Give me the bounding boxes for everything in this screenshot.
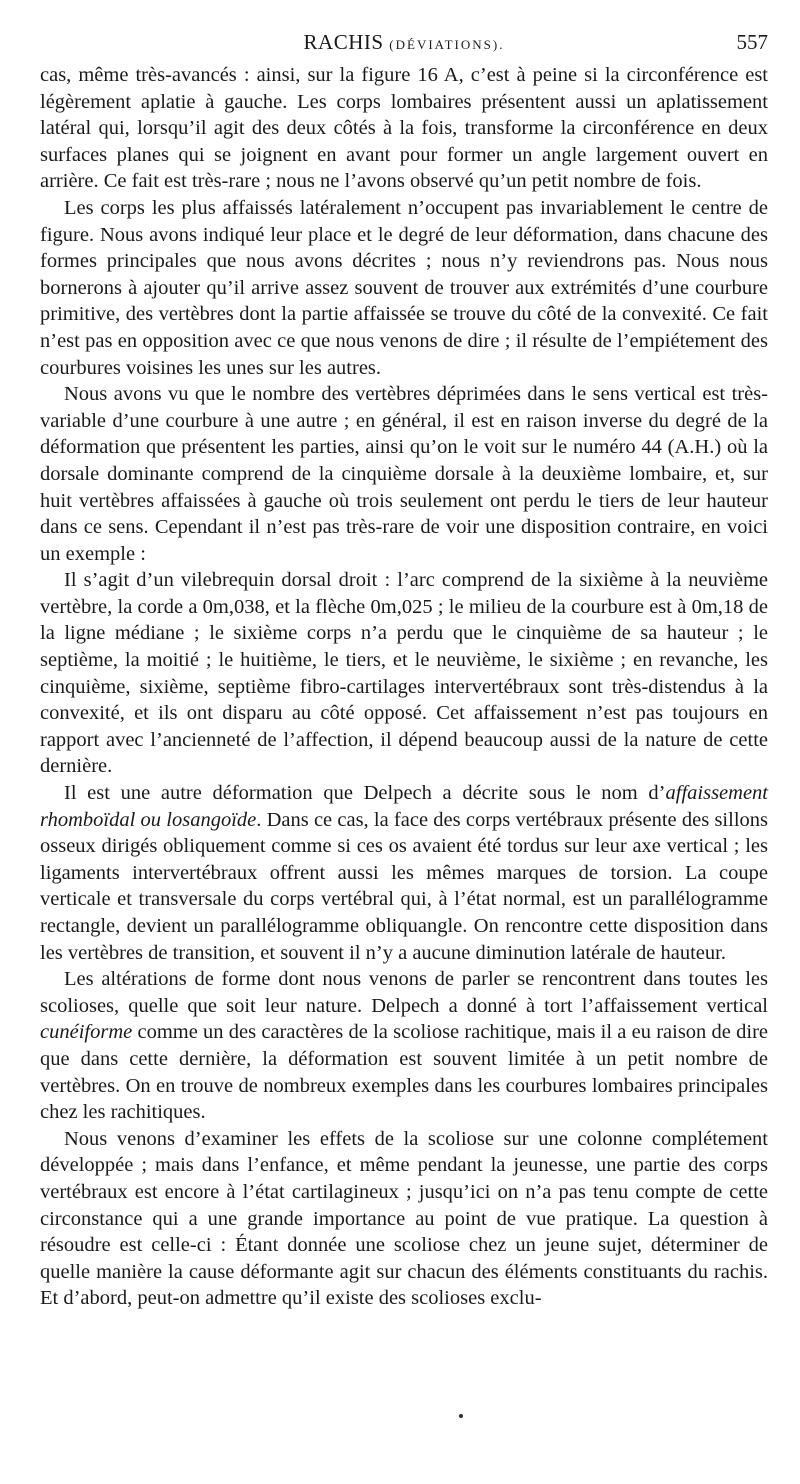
paragraph-6-text-a: Les altérations de forme dont nous venons de parler se rencontrent dans toutes les scolioses, quelle que soit leur nature. Delpech a donné à tort l’affaissement vertical [40, 968, 768, 1017]
body-text [40, 62, 768, 1312]
print-mark-dot [459, 1414, 463, 1418]
paragraph-6-text-b: comme un des caractères de la scoliose rachitique, mais il a eu raison de dire que dans cette dernière, la déformation est souvent limitée à un petit nombre de vertèbres. On en trouve de nombreux exemples dans les courbures lombaires principales chez les rachitiques. [40, 1021, 768, 1124]
paragraph-4: Il s’agit d’un vilebrequin dorsal droit : l’arc comprend de la sixième à la neuvième vertèbre, la corde a 0m,038, et la flèche 0m,025 ; le milieu de la courbure est à 0m,18 de la ligne médiane ; le sixième corps n’a perdu que le cinquième de sa hauteur ; le septième, la moitié ; le huitième, le tiers, et le neuvième, le sixième ; en revanche, les cinquième, sixième, septième fibro-cartilages intervertébraux sont très-distendus à la convexité, et ils ont disparu au côté opposé. Cet affaissement n’est pas toujours en rapport avec l’ancienneté de l’affection, il dépend beaucoup aussi de la nature de cette dernière. [40, 569, 768, 778]
page-number: 557 [736, 30, 768, 54]
header-title [40, 30, 768, 55]
paragraph-3: Nous avons vu que le nombre des vertèbres déprimées dans le sens vertical est très-variable d’une courbure à une autre ; en général, il est en raison inverse du degré de la déformation que présentent les parties, ainsi qu’on le voit sur le numéro 44 (A.H.) où la dorsale dominante comprend de la cinquième dorsale à la deuxième lombaire, et, sur huit vertèbres affaissées à gauche où trois seulement ont perdu le tiers de leur hauteur dans ce sens. Cependant il n’est pas très-rare de voir une disposition contraire, en voici un exemple : [40, 383, 768, 565]
paragraph-5 [40, 780, 768, 966]
paragraph-5-emphasis: affaissement rhomboïdal ou losangoïde [40, 782, 768, 831]
running-header [40, 30, 768, 58]
paragraph-7: Nous venons d’examiner les effets de la scoliose sur une colonne complétement développée ; mais dans l’enfance, et même pendant la jeunesse, une partie des corps vertébraux est encore à l’état cartilagineux ; jusqu’ici on n’a pas tenu compte de cette circonstance qui a une grande importance au point de vue pratique. La question à résoudre est celle-ci : Étant donnée une scoliose chez un jeune sujet, déterminer de quelle manière la cause déformante agit sur chacun des éléments constituants du rachis. Et d’abord, peut-on admettre qu’il existe des scolioses exclu- [40, 1127, 768, 1310]
header-title-main: RACHIS [303, 30, 384, 54]
header-subtitle: (DÉVIATIONS). [389, 37, 505, 52]
paragraph-5-text-a: Il est une autre déformation que Delpech a décrite sous le nom d’ [64, 782, 666, 805]
paragraph-1: cas, même très-avancés : ainsi, sur la figure 16 A, c’est à peine si la circonférence est légèrement aplatie à gauche. Les corps lombaires présentent aussi un aplatissement latéral qui, lorsqu’il agit des deux côtés à la fois, transforme la circonférence en deux surfaces planes qui se joignent en avant pour former un angle largement ouvert en arrière. Ce fait est très-rare ; nous ne l’avons observé qu’un petit nombre de fois. [40, 64, 768, 193]
paragraph-6-emphasis: cunéiforme [40, 1021, 133, 1044]
paragraph-5-text-b: . Dans ce cas, la face des corps vertébraux présente des sillons osseux dirigés obliquement comme si ces os avaient été tordus sur leur axe vertical ; les ligaments intervertébraux offrent aussi les mêmes marques de torsion. La coupe verticale et transversale du corps vertébral qui, à l’état normal, est un parallélogramme rectangle, devient un parallélogramme obliquangle. On rencontre cette disposition dans les vertèbres de transition, et souvent il n’y a aucune diminution latérale de hauteur. [40, 808, 768, 964]
paragraph-2: Les corps les plus affaissés latéralement n’occupent pas invariablement le centre de figure. Nous avons indiqué leur place et le degré de leur déformation, dans chacune des formes principales que nous avons décrites ; nous n’y reviendrons pas. Nous nous bornerons à ajouter qu’il arrive assez souvent de trouver aux extrémités d’une courbure primitive, des vertèbres dont la partie affaissée se trouve du côté de la convexité. Ce fait n’est pas en opposition avec ce que nous venons de dire ; il résulte de l’empiétement des courbures voisines les unes sur les autres. [40, 196, 768, 379]
paragraph-6 [40, 966, 768, 1126]
